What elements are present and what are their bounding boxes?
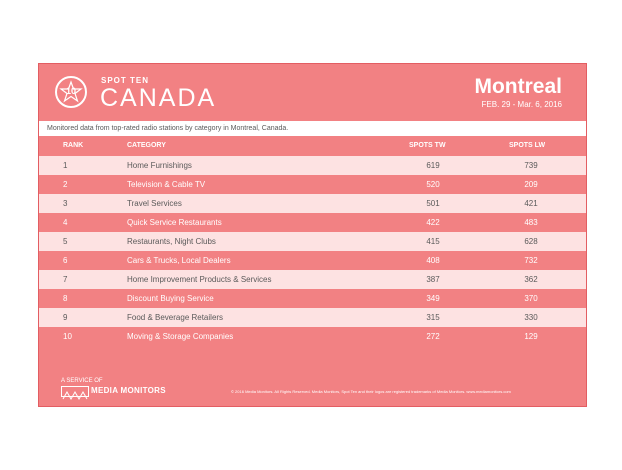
table-header: [39, 138, 586, 154]
table-row: [39, 289, 586, 308]
rank-cell: 6: [63, 256, 68, 265]
spots-tw-cell: 315: [426, 313, 440, 322]
spots-lw-cell: 421: [524, 199, 538, 208]
rank-cell: 10: [63, 332, 72, 341]
table-row: [39, 194, 586, 213]
table-row: [39, 156, 586, 175]
table-row: [39, 232, 586, 251]
spots-tw-cell: 501: [426, 199, 440, 208]
table-row: [39, 175, 586, 194]
market-city: Montreal: [474, 75, 562, 98]
mm-mark-icon: [62, 391, 88, 400]
rank-cell: 5: [63, 237, 68, 246]
description: Monitored data from top-rated radio stations by category in Montreal, Canada.: [39, 121, 586, 136]
category-cell: Food & Beverage Retailers: [127, 313, 224, 322]
header-spots-lw: SPOTS LW: [509, 142, 546, 149]
table-row: [39, 270, 586, 289]
spots-lw-cell: 628: [524, 237, 538, 246]
spot-ten-logo: [55, 76, 87, 108]
spots-tw-cell: 422: [426, 218, 440, 227]
header-rank: RANK: [63, 142, 84, 149]
spots-lw-cell: 209: [524, 180, 538, 189]
spots-lw-cell: 330: [524, 313, 538, 322]
rank-cell: 3: [63, 199, 68, 208]
rank-cell: 7: [63, 275, 68, 284]
spots-tw-cell: 408: [426, 256, 440, 265]
category-cell: Home Improvement Products & Services: [127, 275, 272, 284]
header-spots-tw: SPOTS TW: [409, 142, 446, 149]
category-cell: Discount Buying Service: [127, 294, 214, 303]
table-row: [39, 327, 586, 346]
rank-cell: 9: [63, 313, 68, 322]
rank-cell: 4: [63, 218, 68, 227]
spots-lw-cell: 129: [524, 332, 538, 341]
category-cell: Moving & Storage Companies: [127, 332, 234, 341]
spots-tw-cell: 387: [426, 275, 440, 284]
table-row: [39, 213, 586, 232]
spots-tw-cell: 520: [426, 180, 440, 189]
header: [39, 64, 586, 120]
category-cell: Restaurants, Night Clubs: [127, 237, 216, 246]
category-cell: Television & Cable TV: [127, 180, 206, 189]
media-monitors-logo-icon: [61, 386, 89, 397]
category-cell: Home Furnishings: [127, 161, 192, 170]
service-label: A SERVICE OF: [61, 378, 103, 384]
table-row: [39, 308, 586, 327]
spots-lw-cell: 732: [524, 256, 538, 265]
spots-tw-cell: 415: [426, 237, 440, 246]
table-row: [39, 251, 586, 270]
spots-lw-cell: 739: [524, 161, 538, 170]
brand-title: CANADA: [100, 84, 217, 112]
category-cell: Quick Service Restaurants: [127, 218, 222, 227]
category-cell: Travel Services: [127, 199, 182, 208]
rank-cell: 1: [63, 161, 68, 170]
spots-lw-cell: 362: [524, 275, 538, 284]
brand-subtitle: SPOT TEN: [101, 76, 150, 85]
date-range: FEB. 29 - Mar. 6, 2016: [481, 100, 562, 109]
spot-ten-card: [38, 63, 587, 407]
company-name: MEDIA MONITORS: [91, 386, 166, 395]
copyright-text: © 2016 Media Monitors. All Rights Reserved. Media Monitors, Spot Ten and their logos are registered trademarks of Media Monitors. www.mediamonitors.com: [231, 389, 511, 394]
spots-tw-cell: 349: [426, 294, 440, 303]
rank-cell: 2: [63, 180, 68, 189]
spots-tw-cell: 619: [426, 161, 440, 170]
rank-cell: 8: [63, 294, 68, 303]
spots-tw-cell: 272: [426, 332, 440, 341]
category-cell: Cars & Trucks, Local Dealers: [127, 256, 231, 265]
logo-number: 10: [65, 86, 76, 96]
spots-lw-cell: 370: [524, 294, 538, 303]
spots-lw-cell: 483: [524, 218, 538, 227]
header-category: CATEGORY: [127, 142, 166, 149]
table-body: [39, 156, 586, 346]
footer: [39, 364, 586, 406]
